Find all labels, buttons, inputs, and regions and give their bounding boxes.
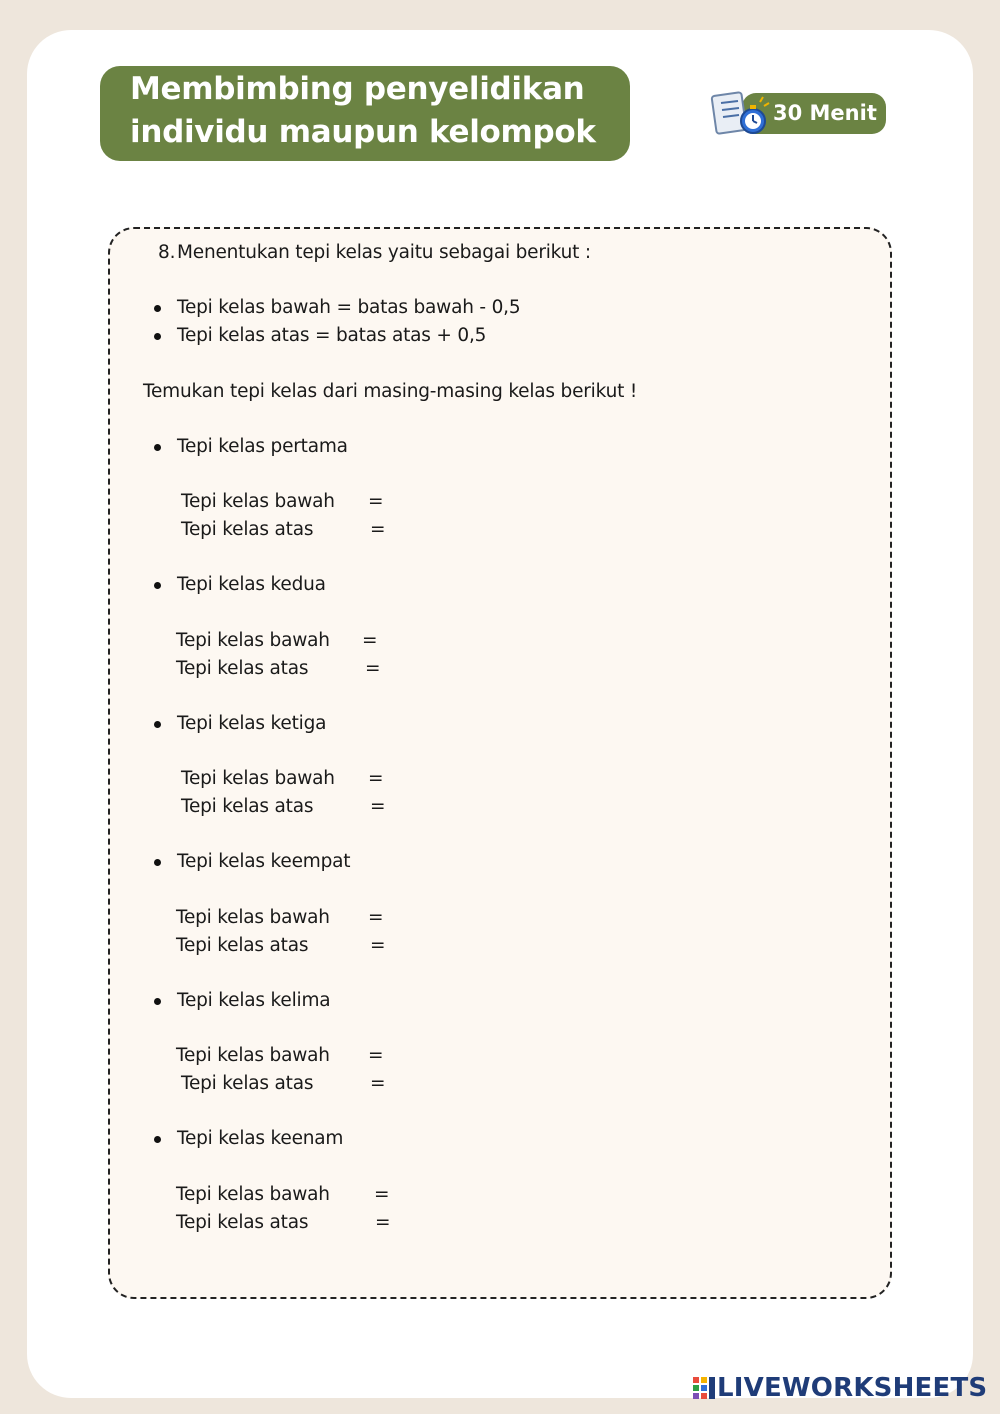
upper-label: Tepi kelas atas — [176, 658, 309, 679]
lower-equals: = — [368, 491, 384, 512]
class-heading: Tepi kelas kelima — [177, 990, 331, 1011]
step-text: Menentukan tepi kelas yaitu sebagai berikut : — [177, 242, 591, 263]
checklist-stopwatch-icon — [708, 88, 772, 140]
upper-equals: = — [370, 519, 386, 540]
bullet-icon — [154, 333, 161, 340]
class-heading: Tepi kelas ketiga — [177, 713, 327, 734]
lower-equals: = — [374, 1184, 390, 1205]
instruction-text: Temukan tepi kelas dari masing-masing kelas berikut ! — [143, 381, 638, 402]
rule-upper: Tepi kelas atas = batas atas + 0,5 — [177, 325, 487, 346]
upper-equals: = — [370, 1073, 386, 1094]
upper-equals: = — [370, 796, 386, 817]
lower-equals: = — [368, 1045, 384, 1066]
lower-label: Tepi kelas bawah — [181, 491, 335, 512]
liveworksheets-logo-icon — [693, 1377, 715, 1399]
lower-label: Tepi kelas bawah — [181, 768, 335, 789]
upper-label: Tepi kelas atas — [176, 935, 309, 956]
class-heading: Tepi kelas keempat — [177, 851, 351, 872]
bullet-icon — [154, 721, 161, 728]
lower-equals: = — [368, 907, 384, 928]
upper-equals: = — [375, 1212, 391, 1233]
class-heading: Tepi kelas keenam — [177, 1128, 344, 1149]
upper-label: Tepi kelas atas — [181, 796, 314, 817]
lower-label: Tepi kelas bawah — [176, 1184, 330, 1205]
title-banner — [100, 66, 630, 161]
upper-equals: = — [370, 935, 386, 956]
upper-equals: = — [365, 658, 381, 679]
bullet-icon — [154, 998, 161, 1005]
lower-equals: = — [362, 630, 378, 651]
bullet-icon — [154, 582, 161, 589]
liveworksheets-brand[interactable]: LIVEWORKSHEETS — [717, 1373, 988, 1403]
upper-label: Tepi kelas atas — [181, 1073, 314, 1094]
bullet-icon — [154, 1136, 161, 1143]
bullet-icon — [154, 859, 161, 866]
lower-label: Tepi kelas bawah — [176, 630, 330, 651]
rule-lower: Tepi kelas bawah = batas bawah - 0,5 — [177, 297, 521, 318]
upper-label: Tepi kelas atas — [176, 1212, 309, 1233]
upper-label: Tepi kelas atas — [181, 519, 314, 540]
class-heading: Tepi kelas kedua — [177, 574, 326, 595]
title-line-1: Membimbing penyelidikan — [130, 71, 585, 107]
bullet-icon — [154, 444, 161, 451]
step-number: 8. — [158, 242, 176, 263]
title-line-2: individu maupun kelompok — [130, 114, 596, 150]
class-heading: Tepi kelas pertama — [177, 436, 348, 457]
bullet-icon — [154, 305, 161, 312]
lower-equals: = — [368, 768, 384, 789]
time-label: 30 Menit — [773, 101, 877, 125]
lower-label: Tepi kelas bawah — [176, 1045, 330, 1066]
lower-label: Tepi kelas bawah — [176, 907, 330, 928]
